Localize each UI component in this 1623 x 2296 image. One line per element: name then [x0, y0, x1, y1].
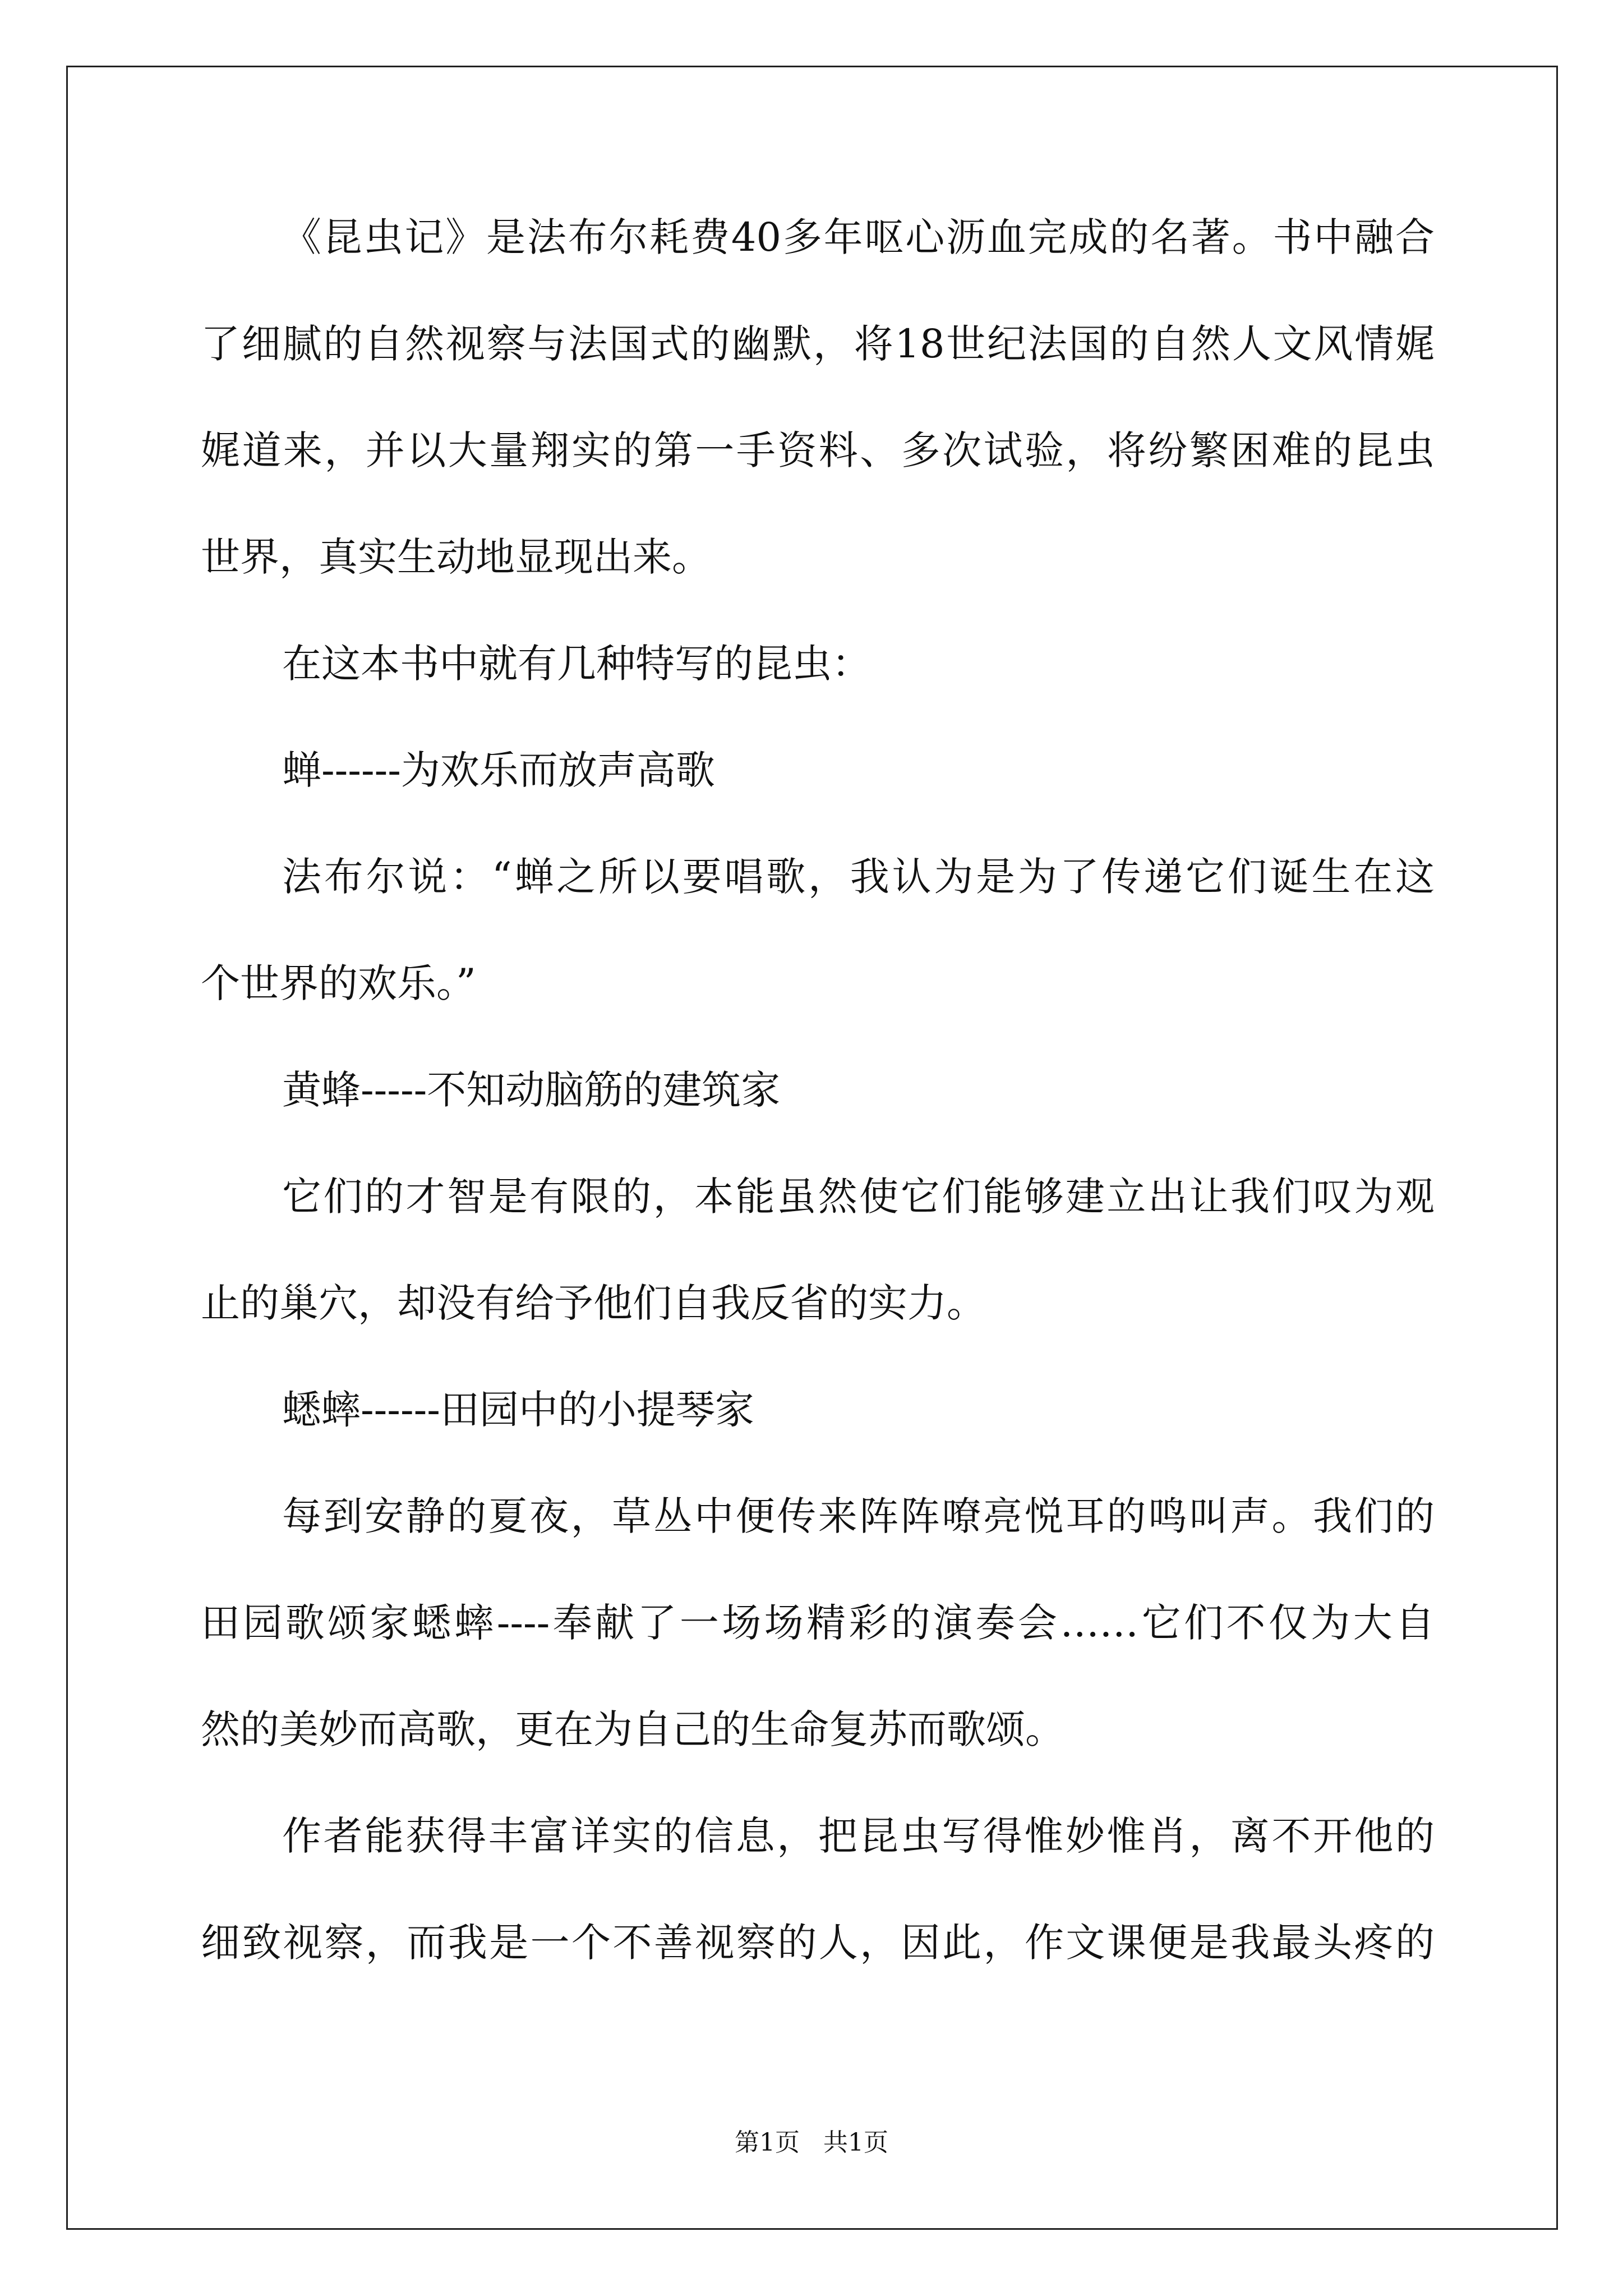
paragraph-line: 在这本书中就有几种特写的昆虫：	[282, 641, 871, 687]
paragraph-line: 作者能获得丰富详实的信息，把昆虫写得惟妙惟肖，离不开他的	[282, 1813, 1435, 1859]
paragraph-line: 然的美妙而高歌，更在为自己的生命复苏而歌颂。	[201, 1706, 1064, 1752]
paragraph-line: 世界，真实生动地显现出来。	[201, 534, 711, 580]
paragraph-line: 每到安静的夏夜，草丛中便传来阵阵嘹亮悦耳的鸣叫声。我们的	[282, 1493, 1435, 1539]
page-number-footer: 第1页 共1页	[735, 2128, 888, 2157]
paragraph-line: 法布尔说：“蝉之所以要唱歌，我认为是为了传递它们诞生在这	[282, 854, 1435, 900]
paragraph-line: 个世界的欢乐。”	[201, 960, 476, 1006]
paragraph-line: 止的巢穴，却没有给予他们自我反省的实力。	[201, 1280, 986, 1326]
section-heading: 黄蜂-----不知动脑筋的建筑家	[282, 1067, 781, 1113]
page-border	[66, 66, 1558, 2230]
section-heading: 蝉------为欢乐而放声高歌	[282, 747, 715, 793]
paragraph-line: 田园歌颂家蟋蟀----奉献了一场场精彩的演奏会……它们不仅为大自	[201, 1600, 1435, 1646]
section-heading: 蟋蟀------田园中的小提琴家	[282, 1387, 754, 1433]
paragraph-line: 《昆虫记》是法布尔耗费40多年呕心沥血完成的名著。书中融合	[282, 214, 1435, 260]
paragraph-line: 细致视察，而我是一个不善视察的人，因此，作文课便是我最头疼的	[201, 1920, 1435, 1966]
paragraph-line: 它们的才智是有限的，本能虽然使它们能够建立出让我们叹为观	[282, 1174, 1435, 1220]
paragraph-line: 了细腻的自然视察与法国式的幽默，将18世纪法国的自然人文风情娓	[201, 321, 1435, 367]
paragraph-line: 娓道来，并以大量翔实的第一手资料、多次试验，将纷繁困难的昆虫	[201, 427, 1435, 473]
